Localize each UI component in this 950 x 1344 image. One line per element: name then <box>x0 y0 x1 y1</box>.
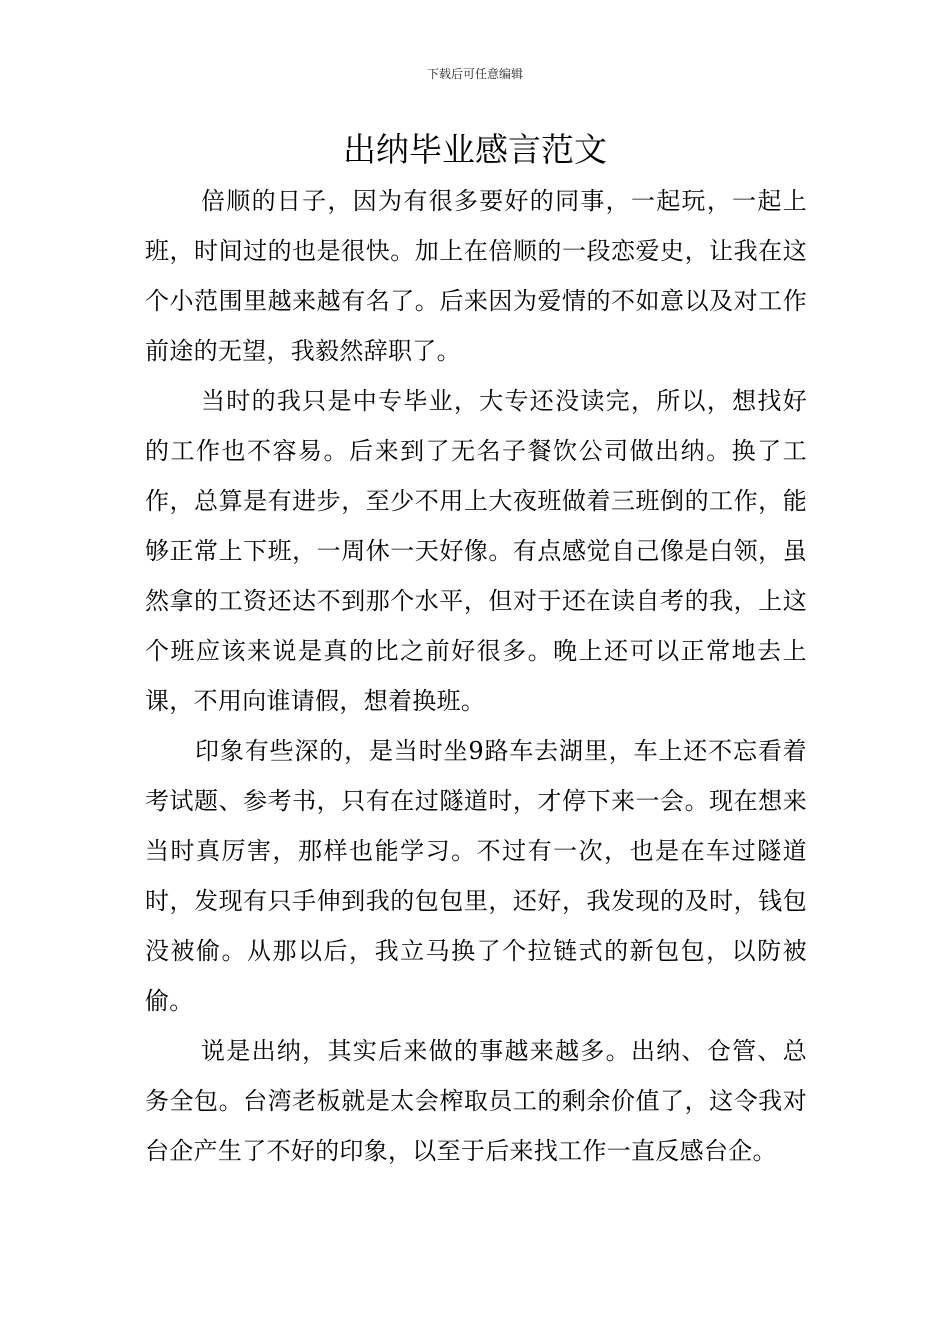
document-body <box>145 176 807 1176</box>
paragraph-3: 印象有些深的，是当时坐9路车去湖里，车上还不忘看着考试题、参考书，只有在过隧道时，才停下来一会。现在想来当时真厉害，那样也能学习。不过有一次，也是在车过隧道时，发现有只手伸到我的包包里，还好，我发现的及时，钱包没被偷。从那以后，我立马换了个拉链式的新包包，以防被偷。 <box>145 737 807 1015</box>
paragraph-1: 倍顺的日子，因为有很多要好的同事，一起玩，一起上班，时间过的也是很快。加上在倍顺的一段恋爱史，让我在这个小范围里越来越有名了。后来因为爱情的不如意以及对工作前途的无望，我毅然辞职了。 <box>145 187 807 365</box>
paragraph-4: 说是出纳，其实后来做的事越来越多。出纳、仓管、总务全包。台湾老板就是太会榨取员工的剩余价值了，这令我对台企产生了不好的印象，以至于后来找工作一直反感台企。 <box>145 1037 807 1165</box>
document-title: 出纳毕业感言范文 <box>343 130 607 169</box>
paragraph-2: 当时的我只是中专毕业，大专还没读完，所以，想找好的工作也不容易。后来到了无名子餐饮公司做出纳。换了工作，总算是有进步，至少不用上大夜班做着三班倒的工作，能够正常上下班，一周休一天好像。有点感觉自己像是白领，虽然拿的工资还达不到那个水平，但对于还在读自考的我，上这个班应该来说是真的比之前好很多。晚上还可以正常地去上课，不用向谁请假，想着换班。 <box>145 387 807 715</box>
header-note: 下载后可任意编辑 <box>426 67 523 81</box>
